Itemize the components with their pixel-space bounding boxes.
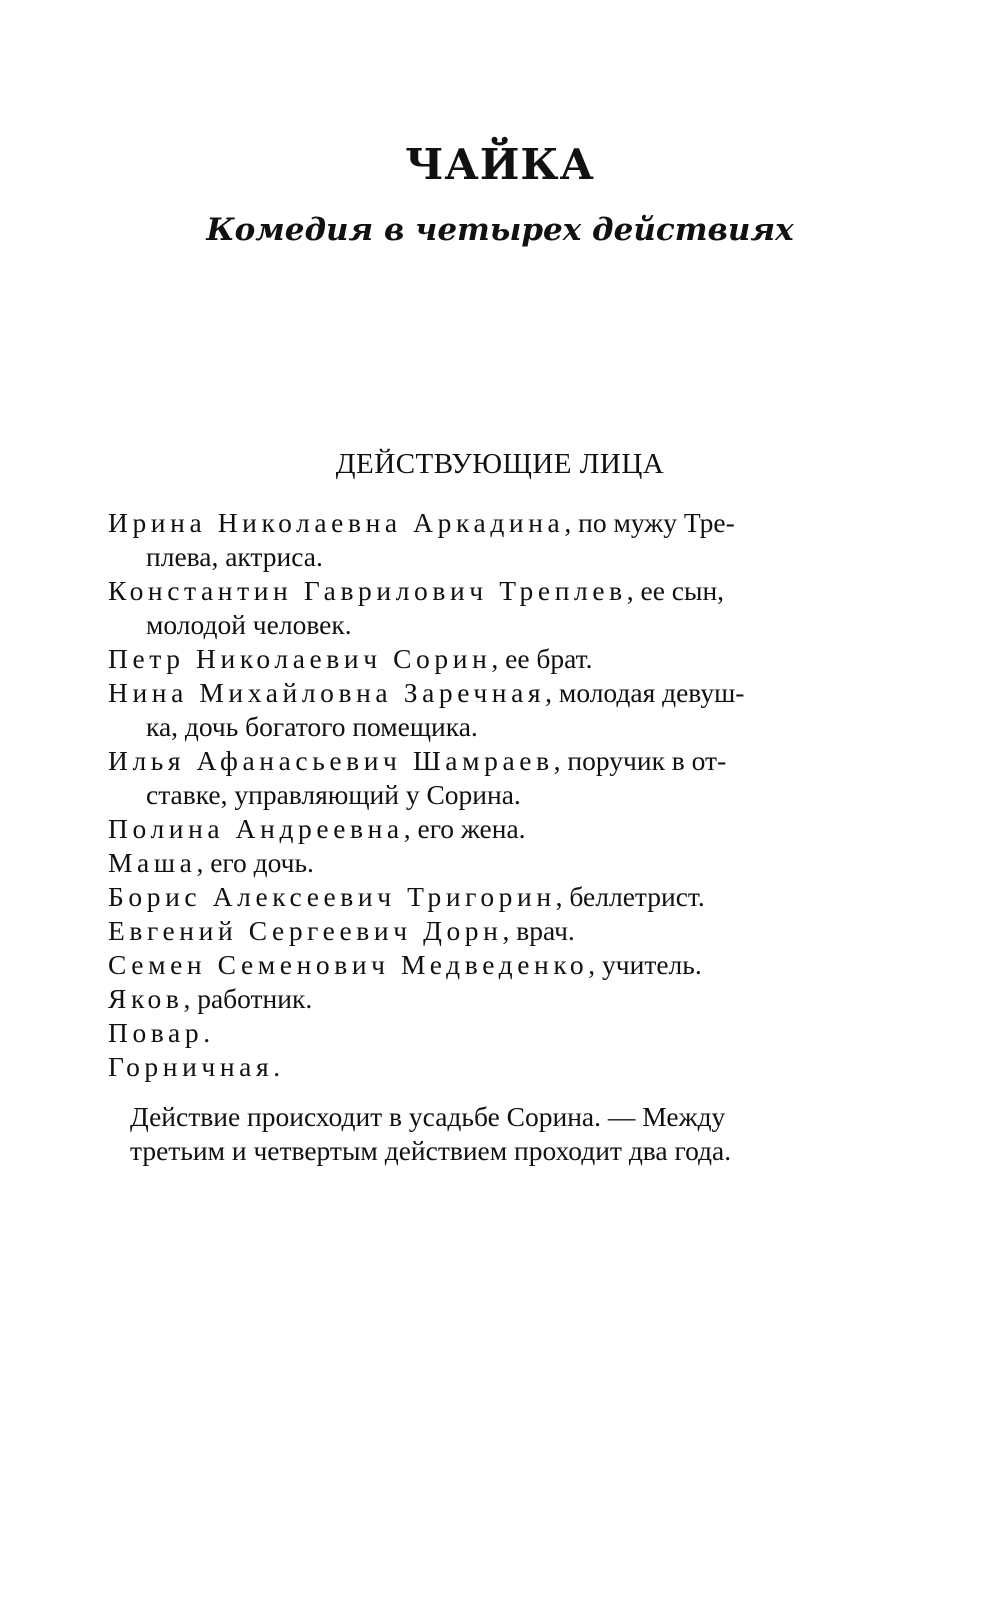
setting-note-line: Действие происходит в усадьбе Сорина. — Между — [130, 1101, 726, 1132]
cast-item-medvedenko — [108, 948, 848, 982]
character-name: Семен Семенович Медведенко — [108, 949, 589, 980]
character-name: Повар — [108, 1017, 204, 1048]
character-name: Константин Гаврилович Треплев — [108, 575, 627, 606]
cast-list — [108, 506, 848, 1084]
character-description: , врач. — [502, 915, 575, 946]
character-description: , ее сын, — [626, 575, 725, 606]
character-description: , ее брат. — [491, 643, 593, 674]
character-description: . — [273, 1051, 281, 1082]
character-description-continued: ка, дочь богатого помещика. — [146, 711, 478, 742]
character-description: , поручик в от- — [553, 745, 727, 776]
character-name: Илья Афанасьевич Шамраев — [108, 745, 554, 776]
cast-item-arkadina — [108, 506, 848, 574]
character-description-continued: молодой человек. — [146, 609, 352, 640]
character-description: , учитель. — [588, 949, 702, 980]
cast-item-sorin — [108, 642, 848, 676]
character-description: . — [203, 1017, 211, 1048]
cast-item-gornichnaya — [108, 1050, 848, 1084]
cast-item-trigorin — [108, 880, 848, 914]
cast-item-povar — [108, 1016, 848, 1050]
character-name: Евгений Сергеевич Дорн — [108, 915, 503, 946]
setting-note — [130, 1100, 850, 1168]
cast-item-dorn — [108, 914, 848, 948]
character-description: , беллетрист. — [555, 881, 705, 912]
character-description-continued: ставке, управляющий у Сорина. — [146, 779, 521, 810]
cast-item-yakov — [108, 982, 848, 1016]
character-name: Полина Андреевна — [108, 813, 404, 844]
character-description: , работник. — [183, 983, 313, 1014]
cast-item-polina — [108, 812, 848, 846]
cast-item-shamraev — [108, 744, 848, 812]
character-name: Горничная — [108, 1051, 274, 1082]
character-name: Борис Алексеевич Тригорин — [108, 881, 556, 912]
play-title: ЧАЙКА — [405, 140, 595, 189]
character-description: , его дочь. — [196, 847, 314, 878]
character-description: , его жена. — [403, 813, 526, 844]
cast-item-zarechnaya — [108, 676, 848, 744]
character-name: Нина Михайловна Заречная — [108, 677, 546, 708]
cast-item-masha — [108, 846, 848, 880]
cast-heading: ДЕЙСТВУЮЩИЕ ЛИЦА — [335, 448, 665, 480]
character-name: Петр Николаевич Сорин — [108, 643, 492, 674]
character-description: , молодая девуш- — [545, 677, 745, 708]
character-name: Маша — [108, 847, 197, 878]
character-name: Ирина Николаевна Аркадина — [108, 507, 565, 538]
character-name: Яков — [108, 983, 184, 1014]
setting-note-line: третьим и четвертым действием проходит два года. — [130, 1135, 732, 1166]
character-description: , по мужу Тре- — [564, 507, 735, 538]
cast-item-treplev — [108, 574, 848, 642]
play-subtitle: Комедия в четырех действиях — [206, 212, 794, 248]
character-description-continued: плева, актриса. — [146, 541, 323, 572]
